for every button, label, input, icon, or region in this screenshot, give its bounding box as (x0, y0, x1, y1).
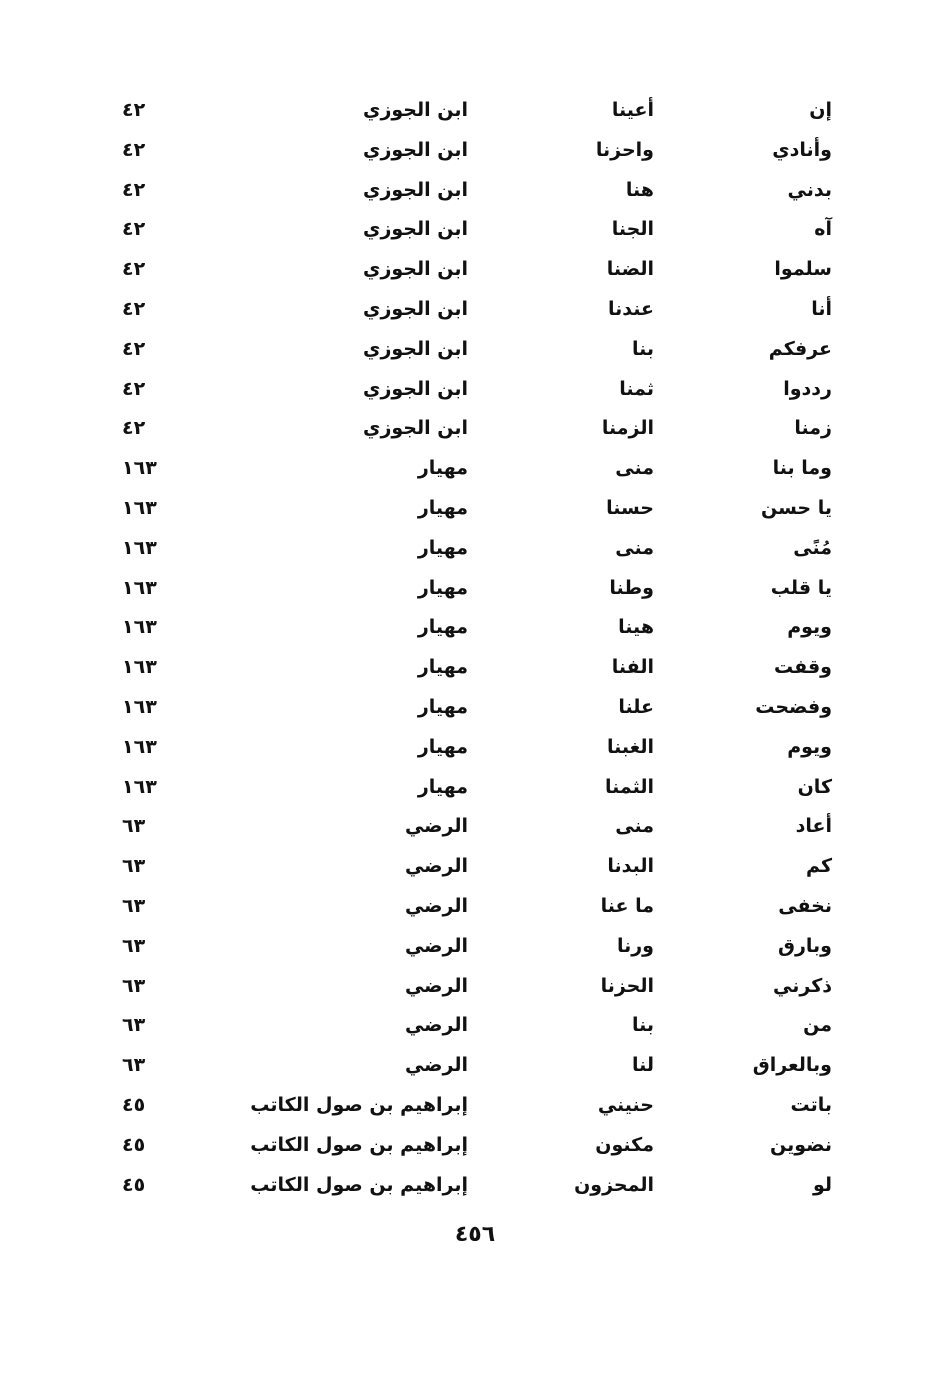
page-reference: ٤٥ (122, 1173, 146, 1196)
table-row (100, 926, 840, 966)
page-reference: ١٦٣ (122, 695, 157, 718)
table-row (100, 1005, 840, 1045)
verse-first-word: يا قلب (770, 576, 832, 599)
table-row (100, 90, 840, 130)
verse-rhyme-word: الضنا (606, 258, 654, 281)
poet-name: ابن الجوزي (363, 218, 468, 241)
verse-rhyme-word: عندنا (608, 297, 654, 320)
verse-first-word: سلموا (774, 258, 832, 281)
poet-name: إبراهيم بن صول الكاتب (250, 1133, 468, 1156)
poet-name: ابن الجوزي (363, 377, 468, 400)
verse-first-word: نخفى (778, 894, 832, 917)
page-reference: ١٦٣ (122, 536, 157, 559)
page-reference: ٦٣ (122, 1014, 146, 1037)
table-row (100, 130, 840, 170)
verse-first-word: ويوم (787, 735, 832, 758)
verse-first-word: نضوين (769, 1133, 832, 1156)
verse-first-word: ويوم (787, 616, 832, 639)
verse-first-word: كان (797, 775, 832, 798)
table-row (100, 170, 840, 210)
page-reference: ١٦٣ (122, 735, 157, 758)
verse-rhyme-word: لنا (631, 1054, 654, 1077)
poet-name: ابن الجوزي (363, 337, 468, 360)
page-reference: ٤٢ (122, 178, 146, 201)
verse-first-word: زمنا (794, 417, 832, 440)
table-row (100, 1085, 840, 1125)
page-reference: ١٦٣ (122, 496, 157, 519)
poet-name: الرضي (404, 934, 468, 957)
verse-rhyme-word: هنا (625, 178, 654, 201)
page-reference: ٤٢ (122, 417, 146, 440)
verse-rhyme-word: ما عنا (600, 894, 654, 917)
verse-rhyme-word: ثمنا (619, 377, 654, 400)
verse-first-word: ذكرني (773, 974, 832, 997)
verse-rhyme-word: ورنا (616, 934, 654, 957)
verse-first-word: رددوا (783, 377, 832, 400)
poet-name: ابن الجوزي (363, 99, 468, 121)
verse-index-table (100, 90, 840, 1204)
poet-name: ابن الجوزي (363, 138, 468, 161)
verse-first-word: آه (814, 218, 832, 241)
page-reference: ١٦٣ (122, 457, 157, 480)
page-reference: ٦٣ (122, 934, 146, 957)
page-reference: ٦٣ (122, 1054, 146, 1077)
verse-first-word: باتت (790, 1093, 832, 1116)
page-reference: ٤٢ (122, 138, 146, 161)
page-reference: ١٦٣ (122, 775, 157, 798)
table-row (100, 767, 840, 807)
verse-first-word: لو (812, 1173, 832, 1196)
verse-rhyme-word: الجنا (611, 218, 654, 241)
table-row (100, 846, 840, 886)
table-row (100, 647, 840, 687)
table-row (100, 687, 840, 727)
verse-rhyme-word: الثمنا (604, 775, 654, 798)
verse-rhyme-word: حنيني (597, 1093, 654, 1116)
verse-rhyme-word: الفنا (611, 656, 654, 679)
verse-rhyme-word: منى (615, 457, 654, 480)
poet-name: إبراهيم بن صول الكاتب (250, 1093, 468, 1116)
table-row (100, 806, 840, 846)
poet-name: مهيار (417, 496, 468, 519)
table-row (100, 966, 840, 1006)
page-reference: ٤٢ (122, 218, 146, 241)
poet-name: ابن الجوزي (363, 258, 468, 281)
verse-rhyme-word: هينا (618, 616, 654, 639)
verse-first-word: بدني (787, 178, 832, 201)
verse-rhyme-word: الزمنا (601, 417, 654, 440)
poet-name: الرضي (404, 894, 468, 917)
table-row (100, 1165, 840, 1205)
verse-first-word: وبالعراق (752, 1054, 832, 1077)
page-reference: ٦٣ (122, 894, 146, 917)
table-row (100, 289, 840, 329)
poet-name: مهيار (417, 457, 468, 480)
table-row (100, 209, 840, 249)
verse-rhyme-word: بنا (631, 337, 654, 360)
verse-rhyme-word: أعينا (611, 99, 654, 121)
table-row (100, 886, 840, 926)
verse-first-word: إن (809, 99, 832, 121)
verse-rhyme-word: الغبنا (606, 735, 654, 758)
poet-name: مهيار (417, 695, 468, 718)
verse-first-word: مُنًى (793, 536, 832, 559)
poet-name: الرضي (404, 815, 468, 838)
table-row (100, 488, 840, 528)
verse-first-word: أعاد (795, 815, 832, 838)
poet-name: مهيار (417, 536, 468, 559)
page-reference: ٦٣ (122, 974, 146, 997)
poet-name: الرضي (404, 1054, 468, 1077)
poet-name: الرضي (404, 974, 468, 997)
verse-rhyme-word: واحزنا (595, 138, 654, 161)
verse-first-word: من (803, 1014, 832, 1037)
page-reference: ٤٢ (122, 258, 146, 281)
page-reference: ٤٢ (122, 297, 146, 320)
poet-name: ابن الجوزي (363, 417, 468, 440)
verse-rhyme-word: المحزون (574, 1173, 654, 1196)
verse-rhyme-word: منى (615, 536, 654, 559)
verse-rhyme-word: مكنون (595, 1133, 654, 1156)
verse-rhyme-word: الحزنا (600, 974, 654, 997)
verse-rhyme-word: بنا (631, 1014, 654, 1037)
poet-name: مهيار (417, 616, 468, 639)
poet-name: ابن الجوزي (363, 297, 468, 320)
verse-first-word: وقفت (773, 656, 832, 679)
table-row (100, 607, 840, 647)
page-reference: ٤٢ (122, 99, 146, 121)
verse-rhyme-word: منى (615, 815, 654, 838)
verse-first-word: وبارق (777, 934, 832, 957)
table-row (100, 249, 840, 289)
verse-first-word: وأنادي (772, 138, 832, 161)
verse-first-word: كم (806, 855, 832, 878)
poet-name: مهيار (417, 735, 468, 758)
table-row (100, 727, 840, 767)
table-row (100, 369, 840, 409)
poet-name: ابن الجوزي (363, 178, 468, 201)
poet-name: مهيار (417, 576, 468, 599)
table-row (100, 1125, 840, 1165)
table-row (100, 448, 840, 488)
page-reference: ٦٣ (122, 855, 146, 878)
page-reference: ١٦٣ (122, 576, 157, 599)
page-reference: ٤٥ (122, 1093, 146, 1116)
verse-first-word: عرفكم (768, 337, 832, 360)
table-row (100, 329, 840, 369)
verse-first-word: وما بنا (772, 457, 832, 480)
table-row (100, 528, 840, 568)
verse-rhyme-word: البدنا (607, 855, 654, 878)
page-reference: ٤٢ (122, 377, 146, 400)
table-row (100, 1045, 840, 1085)
verse-rhyme-word: وطنا (609, 576, 654, 599)
verse-rhyme-word: حسنا (606, 496, 654, 519)
poet-name: الرضي (404, 855, 468, 878)
poet-name: الرضي (404, 1014, 468, 1037)
verse-first-word: وفضحت (755, 695, 832, 718)
poet-name: مهيار (417, 656, 468, 679)
verse-rhyme-word: علنا (618, 695, 654, 718)
page-reference: ٤٢ (122, 337, 146, 360)
table-row (100, 568, 840, 608)
poet-name: مهيار (417, 775, 468, 798)
poet-name: إبراهيم بن صول الكاتب (250, 1173, 468, 1196)
page-reference: ١٦٣ (122, 616, 157, 639)
verse-first-word: أنا (811, 297, 832, 320)
page-number: ٤٥٦ (454, 1222, 496, 1247)
table-row (100, 408, 840, 448)
verse-first-word: يا حسن (760, 496, 832, 519)
page-reference: ٤٥ (122, 1133, 146, 1156)
page-reference: ١٦٣ (122, 656, 157, 679)
page-reference: ٦٣ (122, 815, 146, 838)
